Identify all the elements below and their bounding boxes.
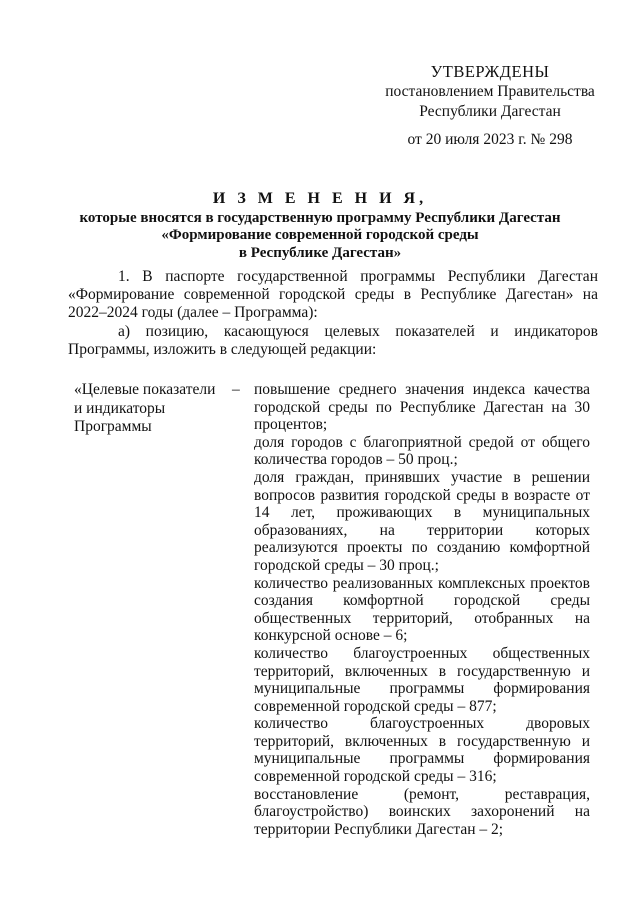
- document-heading: [60, 190, 580, 262]
- list-item: количество благоустроенных дворовых территорий, включенных в государственную и муниципальные программы формирования современной городской среды – 316;: [254, 715, 590, 786]
- passport-label-line-2: и индикаторы: [74, 399, 166, 417]
- paragraph-1: 1. В паспорте государственной программы Республики Дагестан «Формирование современной городской среды в Республике Дагестан» на 2022–2024 годы (далее – Программа):: [68, 268, 598, 322]
- heading-title: И З М Е Н Е Н И Я,: [212, 190, 428, 207]
- approval-stamp: [380, 62, 600, 150]
- list-item: повышение среднего значения индекса качества городской среды по Республике Дагестан на 30 процентов;: [254, 381, 590, 434]
- heading-line-1: которые вносятся в государственную программу Республики Дагестан: [79, 209, 561, 226]
- passport-dash: –: [232, 381, 240, 398]
- approval-line-2: постановлением Правительства: [385, 83, 595, 100]
- passport-label-line-3: Программы: [74, 418, 152, 435]
- passport-label: [74, 381, 222, 437]
- heading-line-2: «Формирование современной городской среды: [161, 227, 479, 243]
- paragraph-2: а) позицию, касающуюся целевых показателей и индикаторов Программы, изложить в следующей редакции:: [68, 323, 598, 359]
- list-item: количество благоустроенных общественных территорий, включенных в государственную и муниципальные программы формирования современной городской среды – 877;: [254, 644, 590, 715]
- list-item: доля городов с благоприятной средой от общего количества городов – 50 проц.;: [254, 433, 590, 469]
- approval-title: УТВЕРЖДЕНЫ: [430, 62, 550, 81]
- list-item: восстановление (ремонт, реставрация, благоустройство) воинских захоронений на территории Республики Дагестан – 2;: [254, 785, 590, 838]
- list-item: доля граждан, принявших участие в решении вопросов развития городской среды в возрасте от 14 лет, проживающих в муниципальных образованиях, на территории которых реализуются проекты по созданию комфортной городской среды – 30 проц.;: [254, 468, 590, 574]
- heading-line-3: в Республике Дагестан»: [238, 244, 402, 261]
- approval-line-3: Республики Дагестан: [419, 103, 561, 120]
- approval-date: от 20 июля 2023 г. № 298: [407, 131, 573, 148]
- passport-label-line-1: «Целевые показатели: [74, 381, 216, 398]
- passport-items: [254, 381, 590, 838]
- list-item: количество реализованных комплексных проектов создания комфортной городской среды общественных территорий, отобранных на конкурсной основе – 6;: [254, 574, 590, 645]
